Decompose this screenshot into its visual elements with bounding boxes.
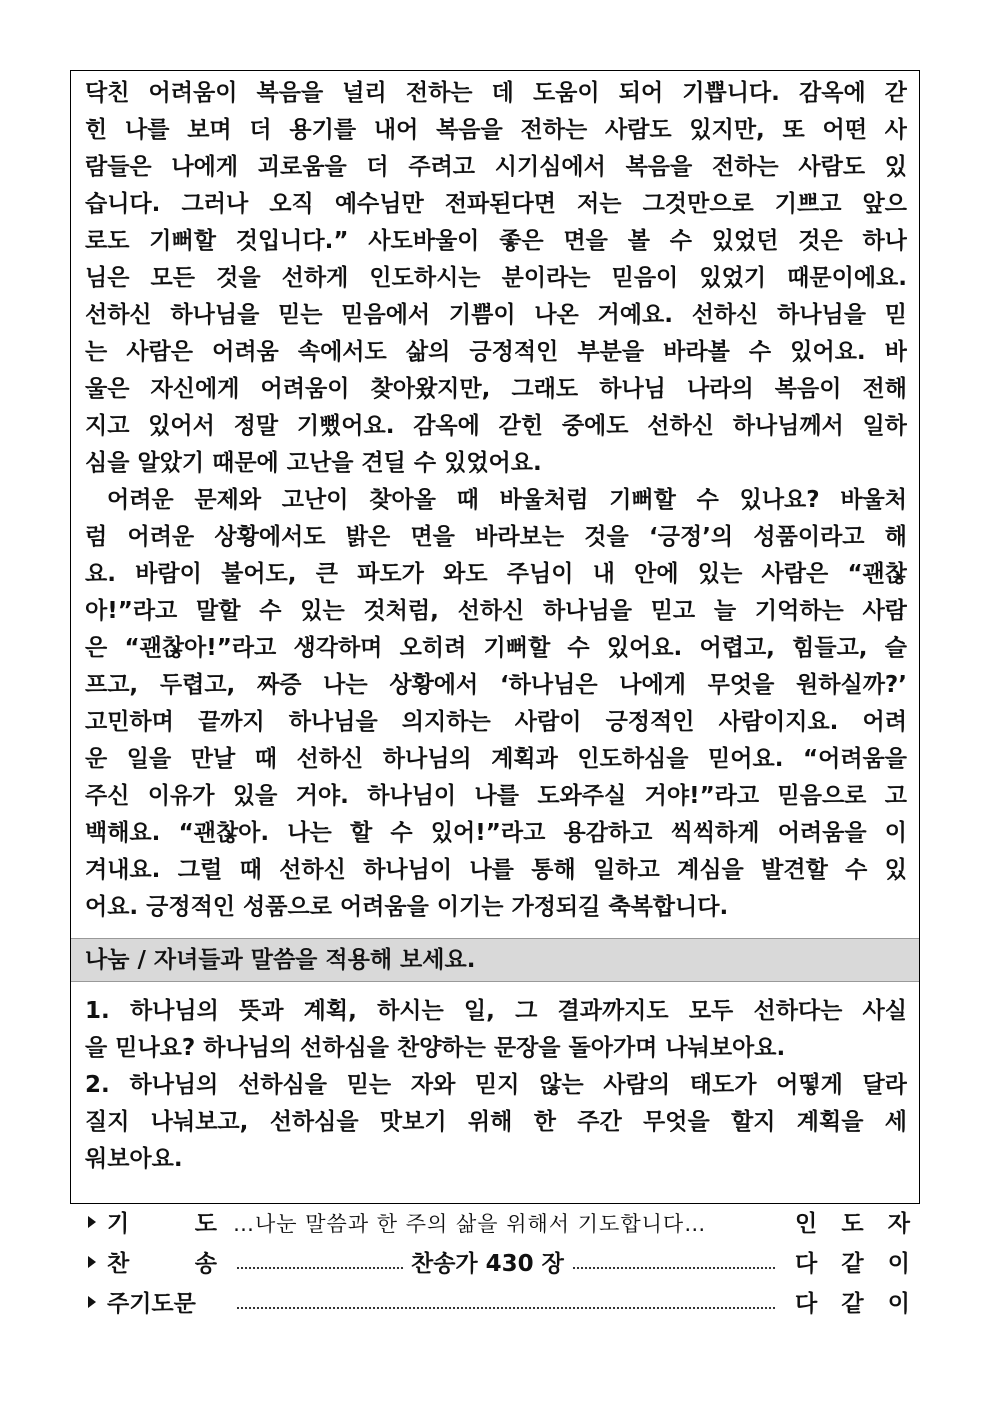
text-line: 어려운 문제와 고난이 찾아올 때 바울처럼 기뻐할 수 있나요? 바울처 xyxy=(107,487,907,513)
triangle-bullet-icon xyxy=(88,1296,96,1308)
text-line: 선하신 하나님을 믿는 믿음에서 기쁨이 나온 거예요. 선하신 하나님을 믿 xyxy=(85,302,907,328)
order-label: 주기도문 xyxy=(107,1291,196,1317)
text-line: 울은 자신에게 어려움이 찾아왔지만, 그래도 하나님 나라의 복음이 전해 xyxy=(85,376,907,402)
text-line: 어요. 긍정적인 성품으로 어려움을 이기는 가정되길 축복합니다. xyxy=(85,894,729,920)
text-line: 람들은 나에게 괴로움을 더 주려고 시기심에서 복음을 전하는 사람도 있 xyxy=(85,154,907,180)
question-line: 질지 나눠보고, 선하심을 맛보기 위해 한 주간 무엇을 할지 계획을 세 xyxy=(85,1109,907,1135)
order-label: 찬 송 xyxy=(107,1251,217,1277)
triangle-bullet-icon xyxy=(88,1256,96,1268)
passage-paragraph xyxy=(85,75,907,482)
order-label: 기 도 xyxy=(107,1211,217,1237)
question-line: 1. 하나님의 뜻과 계획, 하시는 일, 그 결과까지도 모두 선하다는 사실 xyxy=(85,998,907,1024)
text-line: 겨내요. 그럴 때 선하신 하나님이 나를 통해 일하고 계심을 발견할 수 있 xyxy=(85,857,907,883)
question-line: 워보아요. xyxy=(85,1146,183,1172)
order-leader: 다 같 이 xyxy=(795,1251,910,1277)
text-line: 은 “괜찮아!”라고 생각하며 오히려 기뻐할 수 있어요. 어렵고, 힘들고, 슬 xyxy=(85,635,907,661)
text-line: 닥친 어려움이 복음을 널리 전하는 데 도움이 되어 기쁩니다. 감옥에 갇 xyxy=(85,80,907,106)
triangle-bullet-icon xyxy=(88,1216,96,1228)
text-line: 아!”라고 말할 수 있는 것처럼, 선하신 하나님을 믿고 늘 기억하는 사람 xyxy=(85,598,907,624)
text-line: 운 일을 만날 때 선하신 하나님의 계획과 인도하심을 믿어요. “어려움을 xyxy=(85,746,907,772)
text-line: 주신 이유가 있을 거야. 하나님이 나를 도와주실 거야!”라고 믿음으로 고 xyxy=(85,783,907,809)
text-line: 로도 기뻐할 것입니다.” 사도바울이 좋은 면을 볼 수 있었던 것은 하나 xyxy=(85,228,907,254)
order-leader: 인 도 자 xyxy=(795,1211,910,1237)
text-line: 심을 알았기 때문에 고난을 견딜 수 있었어요. xyxy=(85,450,542,476)
hymn-number: 찬송가 430 장 xyxy=(403,1244,572,1284)
order-row-lords-prayer xyxy=(85,1284,910,1324)
text-line: 지고 있어서 정말 기뻤어요. 감옥에 갇힌 중에도 선하신 하나님께서 일하 xyxy=(85,413,907,439)
text-line: 님은 모든 것을 선하게 인도하시는 분이라는 믿음이 있었기 때문이에요. xyxy=(85,265,907,291)
text-line: 백해요. “괜찮아. 나는 할 수 있어!”라고 용감하고 씩씩하게 어려움을 이 xyxy=(85,820,907,846)
order-leader: 다 같 이 xyxy=(795,1291,910,1317)
order-row-hymn xyxy=(85,1244,910,1284)
text-line: 힌 나를 보며 더 용기를 내어 복음을 전하는 사람도 있지만, 또 어떤 사 xyxy=(85,117,907,143)
question-line: 을 믿나요? 하나님의 선하심을 찬양하는 문장을 돌아가며 나눠보아요. xyxy=(85,1035,786,1061)
application-paragraph xyxy=(85,482,907,926)
text-line: 럼 어려운 상황에서도 밝은 면을 바라보는 것을 ‘긍정’의 성품이라고 해 xyxy=(85,524,907,550)
order-row-prayer xyxy=(85,1204,910,1244)
sharing-heading-bar xyxy=(71,938,919,982)
text-line: 습니다. 그러나 오직 예수님만 전파된다면 저는 그것만으로 기쁘고 앞으 xyxy=(85,191,907,217)
text-line: 프고, 두렵고, 짜증 나는 상황에서 ‘하나님은 나에게 무엇을 원하실까?’ xyxy=(85,672,907,698)
question-line: 2. 하나님의 선하심을 믿는 자와 믿지 않는 사람의 태도가 어떻게 달라 xyxy=(85,1072,907,1098)
text-line: 고민하며 끝까지 하나님을 의지하는 사람이 긍정적인 사람이지요. 어려 xyxy=(85,709,907,735)
dotted-leader xyxy=(237,1307,775,1309)
order-description: …나눈 말씀과 한 주의 삶을 위해서 기도합니다… xyxy=(233,1204,706,1244)
sharing-heading: 나눔 / 자녀들과 말씀을 적용해 보세요. xyxy=(85,947,476,973)
text-line: 요. 바람이 불어도, 큰 파도가 와도 주님이 내 안에 있는 사람은 “괜찮 xyxy=(85,561,907,587)
sharing-questions xyxy=(85,993,907,1178)
text-line: 는 사람은 어려움 속에서도 삶의 긍정적인 부분을 바라볼 수 있어요. 바 xyxy=(85,339,907,365)
content-frame xyxy=(70,70,920,1204)
